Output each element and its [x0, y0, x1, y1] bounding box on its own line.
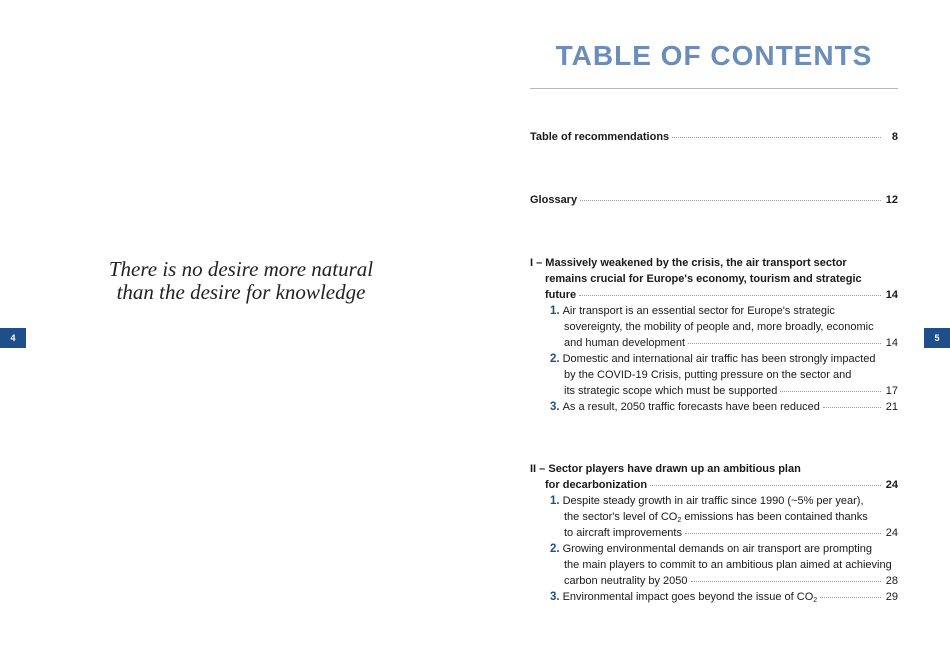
- subentry-number: 1.: [550, 305, 560, 317]
- quote-line: There is no desire more natural: [108, 257, 374, 281]
- subentry-line: its strategic scope which must be supported: [564, 385, 778, 397]
- subentry-line: the sector's level of CO: [564, 511, 678, 523]
- toc-page-number: 14: [885, 289, 898, 301]
- dot-leader: [823, 407, 881, 408]
- toc-entry-recommendations[interactable]: [530, 129, 898, 145]
- toc-page-number: 17: [885, 385, 898, 397]
- section-title-line: Massively weakened by the crisis, the air transport sector: [545, 257, 847, 269]
- subentry-line: by the COVID-19 Crisis, putting pressure on the sector and: [564, 369, 852, 381]
- subentry-line: Air transport is an essential sector for Europe's strategic: [562, 305, 835, 317]
- dot-leader: [820, 597, 881, 598]
- subentry-line: sovereignty, the mobility of people and, more broadly, economic: [564, 321, 874, 333]
- toc-entry-label: Glossary: [530, 194, 578, 206]
- page-number-right: 5: [924, 328, 950, 348]
- dot-leader: [579, 295, 881, 296]
- toc-page-number: 8: [891, 131, 898, 143]
- subscript: 2: [677, 517, 682, 524]
- subentry-line: As a result, 2050 traffic forecasts have been reduced: [562, 401, 820, 413]
- subentry-line: Growing environmental demands on air transport are prompting: [562, 543, 872, 555]
- subentry-number: 2.: [550, 543, 560, 555]
- toc-page-number: 14: [885, 337, 898, 349]
- section-title-line: future: [545, 289, 577, 301]
- dot-leader: [650, 485, 881, 486]
- toc-subentry[interactable]: [530, 399, 898, 415]
- subentry-number: 3.: [550, 401, 560, 413]
- dot-leader: [688, 343, 881, 344]
- subentry-line: to aircraft improvements: [564, 527, 682, 539]
- subentry-line: the main players to commit to an ambitious plan aimed at achieving: [564, 559, 892, 571]
- dot-leader: [780, 391, 881, 392]
- epigraph-quote: [100, 258, 382, 304]
- subentry-line: carbon neutrality by 2050: [564, 575, 688, 587]
- toc-page-number: 24: [885, 479, 898, 491]
- section-title-line: for decarbonization: [545, 479, 648, 491]
- subentry-number: 2.: [550, 353, 560, 365]
- quote-line: than the desire for knowledge: [116, 280, 366, 304]
- dot-leader: [691, 581, 881, 582]
- section-title-line: Sector players have drawn up an ambitious plan: [548, 463, 801, 475]
- subentry-line: emissions has been contained thanks: [681, 511, 868, 523]
- toc-page-number: 12: [885, 194, 898, 206]
- subentry-number: 3.: [550, 591, 560, 603]
- dot-leader: [580, 200, 881, 201]
- toc-subentry[interactable]: [530, 541, 898, 589]
- section-prefix: II –: [530, 463, 546, 475]
- toc-subentry[interactable]: [530, 303, 898, 351]
- page-number-left: 4: [0, 328, 26, 348]
- subscript: 2: [813, 597, 818, 604]
- dot-leader: [672, 137, 881, 138]
- subentry-line: Environmental impact goes beyond the issue of CO: [562, 591, 814, 603]
- toc-section-2[interactable]: [530, 461, 898, 605]
- subentry-line: and human development: [564, 337, 686, 349]
- subentry-line: Domestic and international air traffic has been strongly impacted: [562, 353, 876, 365]
- toc-page-number: 29: [885, 591, 898, 603]
- toc-page-number: 24: [885, 527, 898, 539]
- toc-subentry[interactable]: [530, 493, 898, 541]
- section-prefix: I –: [530, 257, 543, 269]
- title-divider: [530, 88, 898, 89]
- subentry-line: Despite steady growth in air traffic since 1990 (~5% per year),: [562, 495, 864, 507]
- dot-leader: [685, 533, 881, 534]
- section-title-line: remains crucial for Europe's economy, tourism and strategic: [545, 273, 862, 285]
- toc-section-1[interactable]: [530, 255, 898, 415]
- toc-page-number: 21: [885, 401, 898, 413]
- toc-page-number: 28: [885, 575, 898, 587]
- toc-entry-glossary[interactable]: [530, 192, 898, 208]
- toc-subentry[interactable]: [530, 351, 898, 399]
- page-title: TABLE OF CONTENTS: [555, 40, 873, 71]
- subentry-number: 1.: [550, 495, 560, 507]
- toc-subentry[interactable]: [530, 589, 898, 605]
- toc-entry-label: Table of recommendations: [530, 131, 670, 143]
